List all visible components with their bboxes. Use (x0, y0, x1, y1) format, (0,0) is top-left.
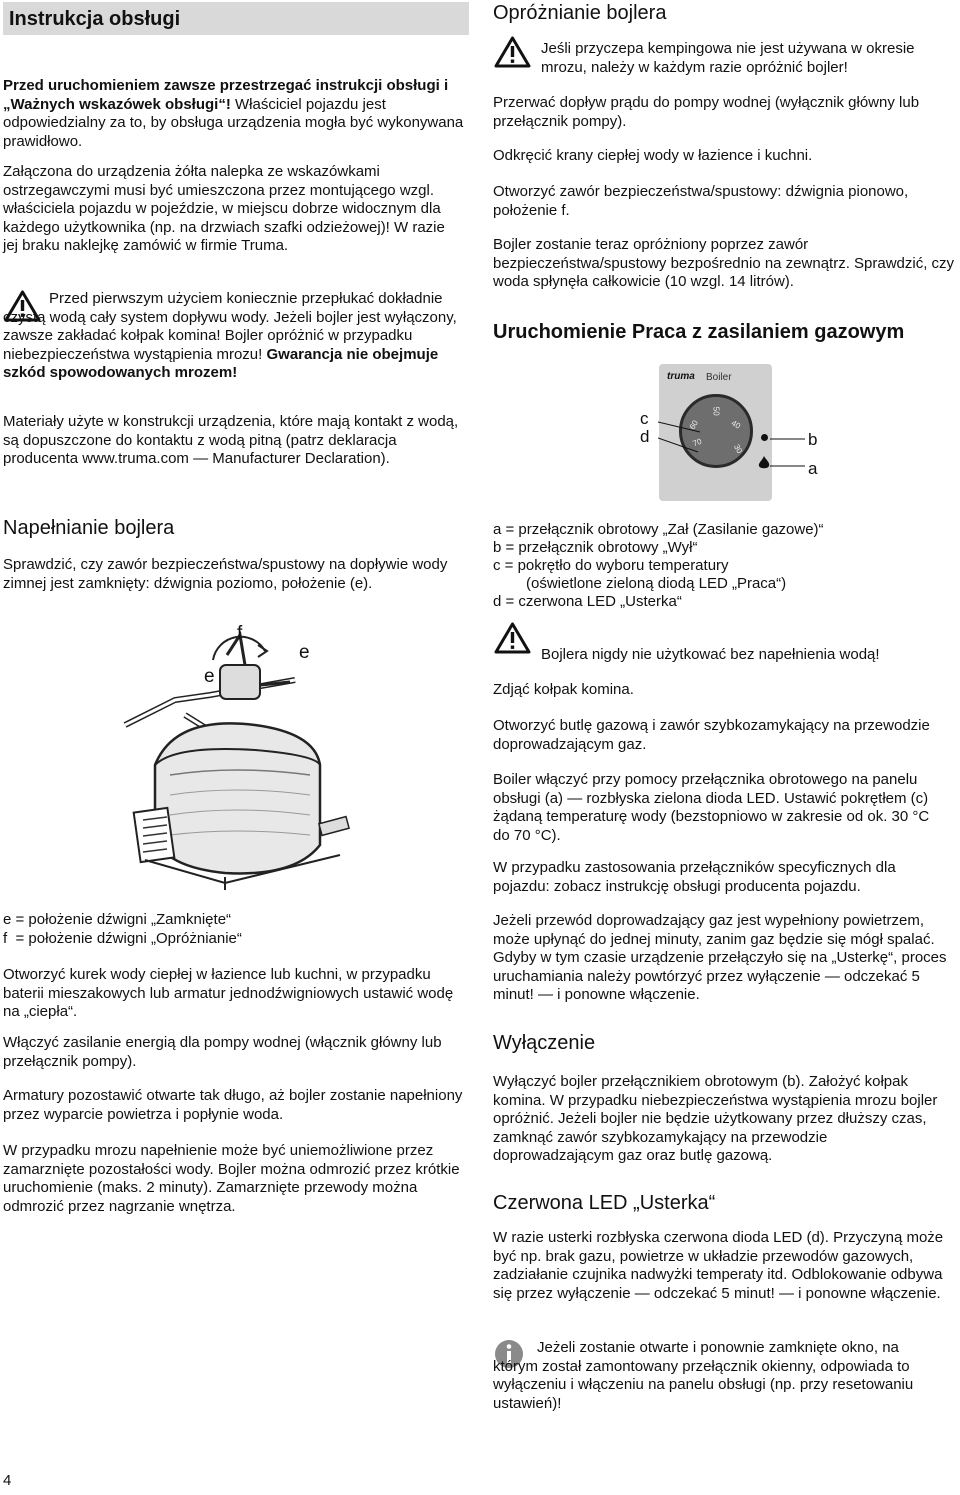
legend-c-detail: (oświetlone zieloną diodą LED „Praca“) (526, 575, 787, 592)
dial-mark-60: 60 (687, 418, 700, 431)
panel-label-c: c (640, 409, 649, 428)
fill-step-1: Otworzyć kurek wody ciepłej w łazience lub kuchni, w przypadku baterii mieszakowych lub armatur jednodźwigniowych ustawić wodę na „ciepła“. (3, 966, 454, 1020)
intro-bold: Przed uruchomieniem zawsze przestrzegać instrukcji obsługi i „Ważnych wskazówek obsługi“! (3, 77, 449, 113)
info-note: Jeżeli zostanie otwarte i ponownie zamknięte okno, na którym został zamontowany przełącznik okienny, odpowiada to wyłączeniu i włączeniu na panelu obsługi (np. przy resetowaniu ustawień)! (493, 1339, 914, 1412)
panel-model: Boiler (706, 372, 732, 383)
legend-a: a = przełącznik obrotowy „Zał (Zasilanie gazowe)“ (493, 521, 824, 538)
fill-heading: Napełnianie bojlera (3, 517, 175, 539)
legend-e: e = położenie dźwigni „Zamknięte“ (3, 911, 232, 928)
gas-step-2: Otworzyć butlę gazową i zawór szybkozamykający na przewodzie doprowadzającym gaz. (493, 717, 930, 753)
panel-leader-lines (658, 414, 808, 474)
page-title: Instrukcja obsługi (3, 2, 469, 35)
illus-label-e-right: e (299, 642, 310, 663)
intro-paragraph (3, 77, 465, 151)
warning-first-use (3, 290, 461, 383)
fill-step-2: Włączyć zasilanie energią dla pompy wodnej (włącznik główny lub przełącznik pompy). (3, 1034, 442, 1070)
fill-step-3: Armatury pozostawić otwarte tak długo, aż bojler zostanie napełniony przez wyparcie powietrza i popłynie woda. (3, 1087, 463, 1123)
drain-step-2: Odkręcić krany ciepłej wody w łazience i kuchni. (493, 147, 813, 164)
warning-icon (494, 36, 531, 68)
gas-heading: Uruchomienie Praca z zasilaniem gazowym (493, 321, 905, 343)
drain-heading: Opróżnianie bojlera (493, 2, 667, 24)
materials-paragraph: Materiały użyte w konstrukcji urządzenia, które mają kontakt z wodą, są dopuszczone do kontaktu z wodą pitną (patrz deklaracja producenta www.truma.com — Manufacturer Declaration). (3, 413, 459, 467)
led-heading: Czerwona LED „Usterka“ (493, 1192, 716, 1214)
warning-first-use-bold: Gwarancja nie obejmuje szkód spowodowanych mrozem! (3, 345, 439, 381)
warning-icon (494, 622, 531, 654)
drain-step-4: Bojler zostanie teraz opróżniony poprzez zawór bezpieczeństwa/spustowy bezpośrednio na zewnątrz. Sprawdzić, czy woda spłynęła całkowicie (10 wzgl. 14 litrów). (493, 236, 955, 290)
illus-label-f: f (237, 623, 243, 644)
gas-step-1: Zdjąć kołpak komina. (493, 681, 634, 698)
gas-step-3: Boiler włączyć przy pomocy przełącznika obrotowego na panelu obsługi (a) — rozbłyska zielona dioda LED. Ustawić pokrętłem (c) żądaną temperaturę wody (bezstopniowo w zakresie od ok. 30 °C do 70 °C). (493, 771, 930, 844)
fill-step-4: W przypadku mrozu napełnienie może być uniemożliwione przez zamarznięte pozostałości wody. Bojler można odmrozić przez krótkie uruchomienie (maks. 2 minuty). Zamarznięte przewody można odmrozić przez nagrzanie wnętrza. (3, 1142, 460, 1215)
drain-step-3: Otworzyć zawór bezpieczeństwa/spustowy: dźwignia pionowo, położenie f. (493, 183, 909, 219)
intro-rest: Właściciel pojazdu jest odpowiedzialny za to, by obsługa urządzenia mogła być wykonywana prawidłowo. (3, 95, 464, 150)
dial-mark-30: 30 (731, 442, 745, 455)
dial-mark-40: 40 (729, 418, 742, 431)
drain-step-1: Przerwać dopływ prądu do pompy wodnej (wyłącznik główny lub przełącznik pompy). (493, 94, 920, 130)
boiler-valve-illustration (115, 615, 375, 895)
dial-mark-50: 50 (711, 406, 721, 416)
led-paragraph: W razie usterki rozbłyska czerwona dioda LED (d). Przyczyną może być np. brak gazu, powietrze w układzie przewodów gazowych, zadziałanie czujnika nadwyżki temperaty itd. Odblokowanie odbywa się przez wyłączenie — odczekać 5 minut! — i ponowne włączenie. (493, 1229, 944, 1302)
legend-c: c = pokrętło do wyboru temperatury (493, 557, 729, 574)
legend-b: b = przełącznik obrotowy „Wył“ (493, 539, 698, 556)
panel-label-a: a (808, 459, 818, 478)
off-paragraph: Wyłączyć bojler przełącznikiem obrotowym (b). Założyć kołpak komina. W przypadku niebezpieczeństwa wystąpienia mrozu bojler opróżnić. Jeżeli bojler nie będzie użytkowany przez dłuższy czas, zamknąć zawór szybkozamykający na przewodzie doprowadzającym gaz oraz butlę gazową. (493, 1073, 938, 1164)
warning-first-use-text: Przed pierwszym użyciem koniecznie przepłukać dokładnie czystą wodą cały system dopływu wody. Jeżeli bojler jest wyłączony, zawsze zakładać kołpak komina! Bojler opróżnić w przypadku niebezpieczeństwa wystąpienia mrozu! (3, 290, 457, 363)
panel-brand: truma (667, 371, 695, 382)
off-heading: Wyłączenie (493, 1032, 596, 1054)
gas-warning: Bojlera nigdy nie użytkować bez napełnienia wodą! (541, 646, 880, 663)
dial-mark-70: 70 (691, 436, 703, 449)
page-number: 4 (3, 1472, 12, 1489)
legend-f: f = położenie dźwigni „Opróżnianie“ (3, 930, 242, 947)
sticker-paragraph: Załączona do urządzenia żółta nalepka ze wskazówkami ostrzegawczymi musi być umieszczona przez montującego wzgl. właściciela pojazdu w pojeździe, w miejscu dobrze widocznym dla każdego użytkownika (np. na drzwiach szafki odzieżowej)! W razie jej braku naklejkę zamówić w firmie Truma. (3, 163, 445, 254)
drain-warning: Jeśli przyczepa kempingowa nie jest używana w okresie mrozu, należy w każdym razie opróżnić bojler! (541, 40, 915, 76)
panel-label-b: b (808, 430, 818, 449)
illus-label-e-left: e (204, 666, 215, 687)
gas-step-4: W przypadku zastosowania przełączników specyficznych dla pojazdu: zobacz instrukcję obsługi producenta pojazdu. (493, 859, 896, 895)
fill-intro: Sprawdzić, czy zawór bezpieczeństwa/spustowy na dopływie wody zimnej jest zamknięty: dźwignia poziomo, położenie (e). (3, 556, 448, 592)
panel-label-d: d (640, 427, 650, 446)
gas-step-5: Jeżeli przewód doprowadzający gaz jest wypełniony powietrzem, może upłynąć do jednej minuty, zanim gaz będzie się mógł spalać. Gdyby w tym czasie urządzenie przełączyło się na „Usterkę“, proces uruchamiania należy powtórzyć przez wyłączenie — odczekać 5 minut! — i ponowne włączenie. (493, 912, 947, 1003)
legend-d: d = czerwona LED „Usterka“ (493, 593, 682, 610)
